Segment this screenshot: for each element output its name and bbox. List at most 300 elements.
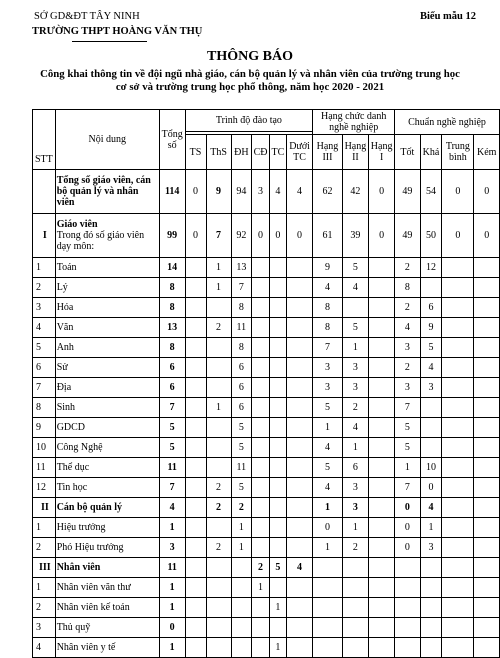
cell-total: 0 [159,618,185,638]
content-label: Nhân viên kế toán [56,602,130,613]
cell-ts [185,478,206,498]
cell-kha: 9 [420,318,442,338]
content-label: Tổng số giáo viên, cán bộ quản lý và nhân viên [56,175,151,208]
cell-total: 1 [159,518,185,538]
cell-duoi [286,638,313,658]
cell-dh [231,578,252,598]
cell-ths: 1 [206,398,231,418]
cell-h2: 3 [342,378,369,398]
subheader-cd: CĐ [252,135,270,170]
cell-dh: 11 [231,458,252,478]
cell-tc [269,278,286,298]
content-label: Sinh [56,402,76,413]
subheader-tc: TC [269,135,286,170]
subheader-rank-3: Hạng III [313,135,342,170]
cell-stt: 1 [33,258,56,278]
cell-duoi [286,498,313,518]
cell-h3: 61 [313,214,342,258]
cell-ths [206,518,231,538]
subheader-below-tc: Dưới TC [286,135,313,170]
document-subtitle: Công khai thông tin về đội ngũ nhà giáo, cán bộ quản lý và nhân viên của trường trung học cơ sở và trường trung học phổ thông, năm học 2020 - 2021 [40,68,460,93]
cell-content [55,298,159,318]
cell-h2 [342,638,369,658]
cell-h1 [369,578,395,598]
cell-h1 [369,498,395,518]
cell-kem [474,418,500,438]
cell-kem [474,438,500,458]
cell-duoi [286,378,313,398]
cell-duoi [286,538,313,558]
cell-tb [442,278,474,298]
table-row [33,258,500,278]
content-label: Giáo viên [56,219,98,230]
cell-tc [269,538,286,558]
cell-ts [185,498,206,518]
cell-stt: III [33,558,56,578]
cell-content [55,418,159,438]
cell-dh: 7 [231,278,252,298]
content-label: Nhân viên y tế [56,642,116,653]
cell-stt: 9 [33,418,56,438]
table-row [33,378,500,398]
staff-statistics-table [32,109,500,658]
cell-total: 11 [159,458,185,478]
cell-tc [269,318,286,338]
cell-tot: 2 [395,358,421,378]
cell-kha: 5 [420,338,442,358]
cell-kem [474,638,500,658]
cell-ts [185,578,206,598]
cell-total: 7 [159,398,185,418]
cell-stt [33,170,56,214]
cell-total: 4 [159,498,185,518]
cell-ts [185,618,206,638]
content-sublabel: Trong đó số giáo viên dạy môn: [56,230,145,252]
cell-tc: 0 [269,214,286,258]
cell-h2 [342,598,369,618]
cell-tot: 4 [395,318,421,338]
cell-h2: 6 [342,458,369,478]
cell-h1 [369,538,395,558]
cell-tc [269,438,286,458]
cell-kha [420,438,442,458]
cell-duoi [286,298,313,318]
cell-total: 8 [159,278,185,298]
cell-ts [185,418,206,438]
cell-h1 [369,318,395,338]
cell-h3 [313,638,342,658]
cell-tot: 49 [395,214,421,258]
subheader-average: Trung bình [442,135,474,170]
table-row [33,278,500,298]
cell-kha: 54 [420,170,442,214]
cell-tb [442,538,474,558]
cell-content [55,518,159,538]
cell-stt: 12 [33,478,56,498]
cell-tb [442,358,474,378]
cell-ths [206,418,231,438]
cell-h1 [369,598,395,618]
table-row [33,298,500,318]
cell-duoi [286,398,313,418]
cell-kem [474,258,500,278]
content-label: Thủ quỹ [56,622,91,633]
cell-h1 [369,358,395,378]
subheader-ths: ThS [206,135,231,170]
cell-h3: 5 [313,398,342,418]
cell-kem: 0 [474,170,500,214]
cell-h1 [369,518,395,538]
cell-h3 [313,618,342,638]
cell-dh: 5 [231,418,252,438]
cell-ts [185,458,206,478]
cell-cd: 0 [252,214,270,258]
cell-kha: 12 [420,258,442,278]
cell-ths: 7 [206,214,231,258]
cell-tb [442,378,474,398]
cell-kha: 3 [420,378,442,398]
cell-ths: 2 [206,498,231,518]
cell-dh: 13 [231,258,252,278]
cell-duoi [286,418,313,438]
cell-tot: 49 [395,170,421,214]
cell-h3: 4 [313,438,342,458]
cell-h3: 7 [313,338,342,358]
cell-cd [252,318,270,338]
cell-tb [442,578,474,598]
cell-ts [185,538,206,558]
cell-h1 [369,298,395,318]
cell-h2: 1 [342,338,369,358]
cell-ths: 1 [206,258,231,278]
cell-total: 114 [159,170,185,214]
cell-content [55,318,159,338]
cell-kem [474,578,500,598]
table-row [33,598,500,618]
cell-stt: 8 [33,398,56,418]
header-stt: STT [33,110,56,170]
cell-content [55,278,159,298]
content-label: Địa [56,382,72,393]
cell-h2: 2 [342,398,369,418]
cell-tot [395,618,421,638]
cell-duoi [286,618,313,638]
cell-tot: 2 [395,298,421,318]
table-row [33,438,500,458]
cell-tc: 5 [269,558,286,578]
content-label: Tin học [56,482,88,493]
cell-content [55,538,159,558]
cell-kha: 0 [420,478,442,498]
cell-tc [269,378,286,398]
cell-tb [442,298,474,318]
header-professional-standard: Chuẩn nghề nghiệp [395,110,500,135]
content-label: Lý [56,282,68,293]
table-row [33,170,500,214]
cell-cd: 1 [252,578,270,598]
content-label: Văn [56,322,74,333]
cell-cd [252,638,270,658]
header-underline [72,41,147,42]
cell-tot [395,638,421,658]
cell-tb [442,498,474,518]
cell-kha: 4 [420,358,442,378]
cell-tb [442,558,474,578]
cell-tc: 4 [269,170,286,214]
cell-ths [206,618,231,638]
cell-tb [442,478,474,498]
cell-tc [269,518,286,538]
cell-kha [420,618,442,638]
cell-h3: 4 [313,478,342,498]
header-training-level: Trình độ đào tạo [185,110,313,132]
cell-ths [206,298,231,318]
cell-h1 [369,438,395,458]
header-total: Tổng số [159,110,185,170]
cell-ts [185,258,206,278]
cell-total: 14 [159,258,185,278]
cell-duoi [286,278,313,298]
cell-h1: 0 [369,214,395,258]
cell-tc [269,398,286,418]
cell-h2: 1 [342,438,369,458]
cell-dh: 6 [231,358,252,378]
cell-kha [420,638,442,658]
cell-tot: 0 [395,498,421,518]
cell-total: 13 [159,318,185,338]
cell-h2: 2 [342,538,369,558]
cell-h3: 8 [313,298,342,318]
document-header [32,10,202,38]
cell-h1 [369,338,395,358]
cell-ts [185,298,206,318]
cell-kem [474,538,500,558]
header-content: Nội dung [55,110,159,170]
cell-content [55,438,159,458]
cell-tot: 2 [395,258,421,278]
cell-cd [252,518,270,538]
cell-tc: 1 [269,598,286,618]
cell-cd [252,358,270,378]
cell-ts [185,378,206,398]
cell-cd [252,478,270,498]
cell-ts: 0 [185,170,206,214]
cell-duoi [286,578,313,598]
content-label: Phó Hiệu trưởng [56,542,124,553]
cell-cd [252,298,270,318]
cell-ts [185,278,206,298]
table-body [33,170,500,658]
cell-dh [231,638,252,658]
cell-content [55,598,159,618]
cell-cd [252,278,270,298]
cell-h1 [369,378,395,398]
cell-ths [206,638,231,658]
cell-tot: 0 [395,538,421,558]
cell-total: 7 [159,478,185,498]
content-label: Nhân viên văn thư [56,582,131,593]
cell-stt: I [33,214,56,258]
cell-tb [442,398,474,418]
cell-duoi: 0 [286,214,313,258]
cell-tot: 5 [395,438,421,458]
cell-h1 [369,558,395,578]
cell-h3: 1 [313,498,342,518]
table-row [33,538,500,558]
cell-cd [252,338,270,358]
form-number: Biểu mẫu 12 [419,11,476,22]
content-label: Nhân viên [56,562,101,573]
cell-tb [442,638,474,658]
cell-tc [269,618,286,638]
cell-cd [252,258,270,278]
cell-dh: 94 [231,170,252,214]
cell-h2: 3 [342,478,369,498]
cell-kha: 4 [420,498,442,518]
cell-h3: 62 [313,170,342,214]
cell-tc [269,498,286,518]
cell-cd: 2 [252,558,270,578]
cell-kha [420,558,442,578]
content-label: Sử [56,362,68,373]
cell-tot: 5 [395,418,421,438]
cell-dh: 11 [231,318,252,338]
cell-tot [395,558,421,578]
cell-kha: 50 [420,214,442,258]
cell-total: 1 [159,578,185,598]
cell-ts [185,558,206,578]
cell-tb [442,518,474,538]
cell-kha [420,278,442,298]
cell-h2: 3 [342,358,369,378]
cell-ts: 0 [185,214,206,258]
table-row [33,398,500,418]
cell-kem [474,318,500,338]
cell-kem [474,358,500,378]
cell-h1 [369,278,395,298]
content-label: Hiệu trưởng [56,522,106,533]
cell-content [55,170,159,214]
cell-ths: 2 [206,318,231,338]
cell-content [55,498,159,518]
cell-h1 [369,398,395,418]
cell-kem: 0 [474,214,500,258]
cell-stt: 2 [33,278,56,298]
cell-duoi [286,438,313,458]
cell-kem [474,298,500,318]
cell-tot [395,598,421,618]
cell-ths: 2 [206,538,231,558]
cell-dh: 6 [231,398,252,418]
school-name: TRƯỜNG THPT HOÀNG VĂN THỤ [32,26,203,37]
cell-stt: 10 [33,438,56,458]
cell-cd [252,398,270,418]
cell-stt: 4 [33,638,56,658]
table-row [33,358,500,378]
cell-kem [474,398,500,418]
cell-h2: 3 [342,498,369,518]
cell-cd [252,458,270,478]
cell-kha: 3 [420,538,442,558]
cell-kha [420,578,442,598]
cell-cd [252,418,270,438]
cell-h3 [313,578,342,598]
header-professional-rank: Hạng chức danh nghề nghiệp [313,110,395,135]
cell-duoi [286,358,313,378]
cell-dh: 1 [231,518,252,538]
cell-total: 5 [159,438,185,458]
subheader-dh: ĐH [231,135,252,170]
cell-kem [474,618,500,638]
cell-tb [442,598,474,618]
cell-tb [442,438,474,458]
cell-ths [206,438,231,458]
cell-stt: 7 [33,378,56,398]
cell-stt: 5 [33,338,56,358]
cell-ts [185,318,206,338]
subheader-ts: TS [185,135,206,170]
cell-h2: 4 [342,418,369,438]
cell-tc [269,578,286,598]
cell-content [55,214,159,258]
cell-h2: 39 [342,214,369,258]
cell-content [55,558,159,578]
cell-dh: 92 [231,214,252,258]
cell-kha [420,598,442,618]
cell-h2 [342,298,369,318]
cell-total: 5 [159,418,185,438]
cell-ts [185,598,206,618]
cell-cd: 3 [252,170,270,214]
cell-stt: 4 [33,318,56,338]
cell-h2: 5 [342,318,369,338]
cell-kha [420,418,442,438]
cell-stt: 3 [33,298,56,318]
cell-cd [252,538,270,558]
cell-tot: 3 [395,338,421,358]
cell-ts [185,358,206,378]
cell-tc [269,478,286,498]
cell-ths [206,338,231,358]
cell-duoi [286,458,313,478]
cell-tc: 1 [269,638,286,658]
cell-tot: 7 [395,398,421,418]
cell-content [55,478,159,498]
table-row [33,214,500,258]
cell-h3: 1 [313,538,342,558]
cell-ts [185,518,206,538]
document-title: THÔNG BÁO [207,49,293,64]
cell-tb [442,338,474,358]
cell-content [55,378,159,398]
cell-kem [474,518,500,538]
cell-ths [206,558,231,578]
cell-dh: 6 [231,378,252,398]
cell-content [55,258,159,278]
cell-tc [269,458,286,478]
cell-dh: 1 [231,538,252,558]
content-label: Công Nghệ [56,442,103,453]
cell-cd [252,378,270,398]
cell-tc [269,358,286,378]
cell-tb [442,318,474,338]
cell-h1: 0 [369,170,395,214]
cell-h2: 1 [342,518,369,538]
subheader-rank-1: Hạng I [369,135,395,170]
cell-tot: 7 [395,478,421,498]
cell-ths [206,378,231,398]
cell-h3 [313,598,342,618]
